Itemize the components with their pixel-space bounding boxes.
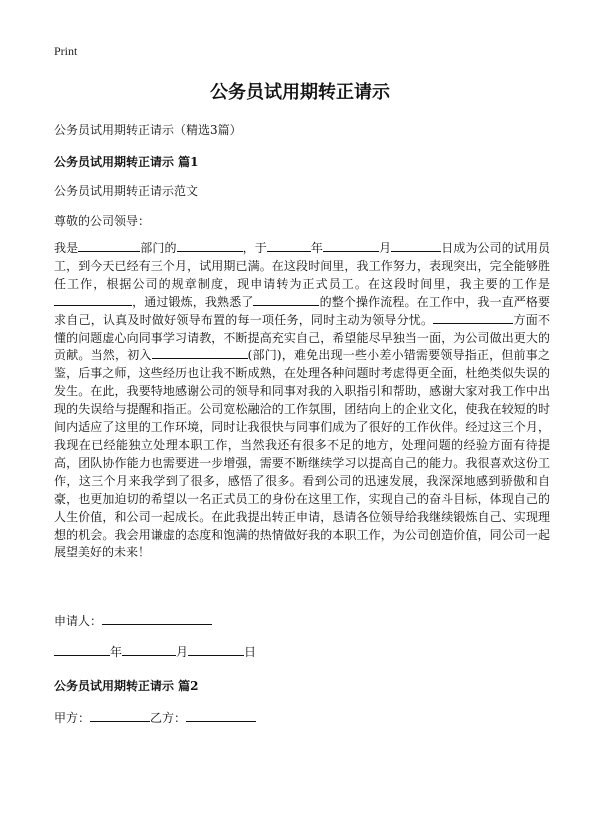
date-line — [54, 643, 256, 660]
date-month-label: 月 — [176, 645, 189, 659]
body-text: 年 — [310, 241, 323, 255]
body-text: 月 — [379, 241, 392, 255]
date-day-blank — [188, 644, 244, 656]
day-blank — [391, 240, 441, 252]
body-text: 方面不懂的问题虚心向同事学习请教，不断提高充实自己，希望能尽早独当一面，为公司做出更大的贡献。当然，初入 — [54, 312, 550, 363]
applicant-line — [54, 612, 212, 629]
year-blank — [267, 240, 311, 252]
body-text: 我是 — [54, 241, 79, 255]
date-day-label: 日 — [244, 645, 257, 659]
salutation: 尊敬的公司领导： — [54, 214, 151, 228]
body-text: ，通过锻炼，我熟悉了 — [132, 294, 254, 309]
applicant-blank — [102, 613, 212, 625]
body-text: 的整个操作流程。在工作中，我一直严格要求自己，认真及时做好领导布置的每一项任务，同时主动为领导分忧。 — [54, 294, 550, 327]
sample-label: 公务员试用期转正请示范文 — [54, 184, 199, 198]
party-b-blank — [186, 710, 256, 722]
page-title: 公务员试用期转正请示 — [210, 82, 390, 103]
topic-blank — [433, 312, 513, 324]
dept-blank — [152, 347, 248, 359]
subtitle: 公务员试用期转正请示（精选3篇） — [54, 123, 242, 137]
party-a-label: 甲方： — [54, 711, 91, 725]
body-text: 部门的 — [140, 241, 177, 255]
parties-line — [54, 709, 256, 726]
section-heading-1: 公务员试用期转正请示 篇1 — [54, 155, 199, 169]
date-month-blank — [122, 644, 176, 656]
name-blank — [78, 240, 140, 252]
job-duty-blank — [54, 294, 132, 306]
print-link[interactable]: Print — [54, 44, 78, 58]
department-blank — [177, 240, 243, 252]
work-area-blank — [253, 294, 319, 306]
body-text: (部门)，难免出现一些小差小错需要领导指正，但前事之鉴，后事之师，这些经历也让我不断成熟，在处理各种问题时考虑得更全面，杜绝类似失误的发生。在此，我要特地感谢公司的领导和同事对我的入职指引和帮助，感谢大家对我工作中出现的失误给与提醒和指正。公司宽松融洽的工作氛围，团结向上的企业文化，使我在较短的时间内适应了这里的工作环境，同时让我很快与同事们成为了很好的工作伙伴。经过这三个月，我现在已经能独立处理本职工作，当然我还有很多不足的地方，处理问题的经验方面有待提高，团队协作能力也需要进一步增强，需要不断继续学习以提高自己的能力。我很喜欢这份工作，这三个月来我学到了很多，感悟了很多。看到公司的迅速发展，我深深地感到骄傲和自豪，也更加迫切的希望以一名正式员工的身份在这里工作，实现自己的奋斗目标，体现自己的人生价值，和公司一起成长。在此我提出转正申请，恳请各位领导给我继续锻炼自己、实现理想的机会。我会用谦虚的态度和饱满的热情做好我的本职工作，为公司创造价值，同公司一起展望美好的未来！ — [54, 348, 550, 560]
date-year-blank — [54, 644, 110, 656]
month-blank — [323, 240, 379, 252]
party-b-label: 乙方： — [150, 711, 187, 725]
body-text: ，于 — [242, 241, 267, 255]
date-year-label: 年 — [110, 645, 123, 659]
section-heading-2: 公务员试用期转正请示 篇2 — [54, 679, 199, 693]
letter-body — [54, 240, 550, 562]
body-text: 日成为公司的试用员工，到今天已经有三个月，试用期已满。在这段时间里，我工作努力，表现突出，完全能够胜任工作，根据公司的规章制度，现申请转为正式员工。在这段时间里，我主要的工作是 — [54, 241, 550, 291]
applicant-label: 申请人： — [54, 614, 103, 628]
party-a-blank — [90, 710, 150, 722]
